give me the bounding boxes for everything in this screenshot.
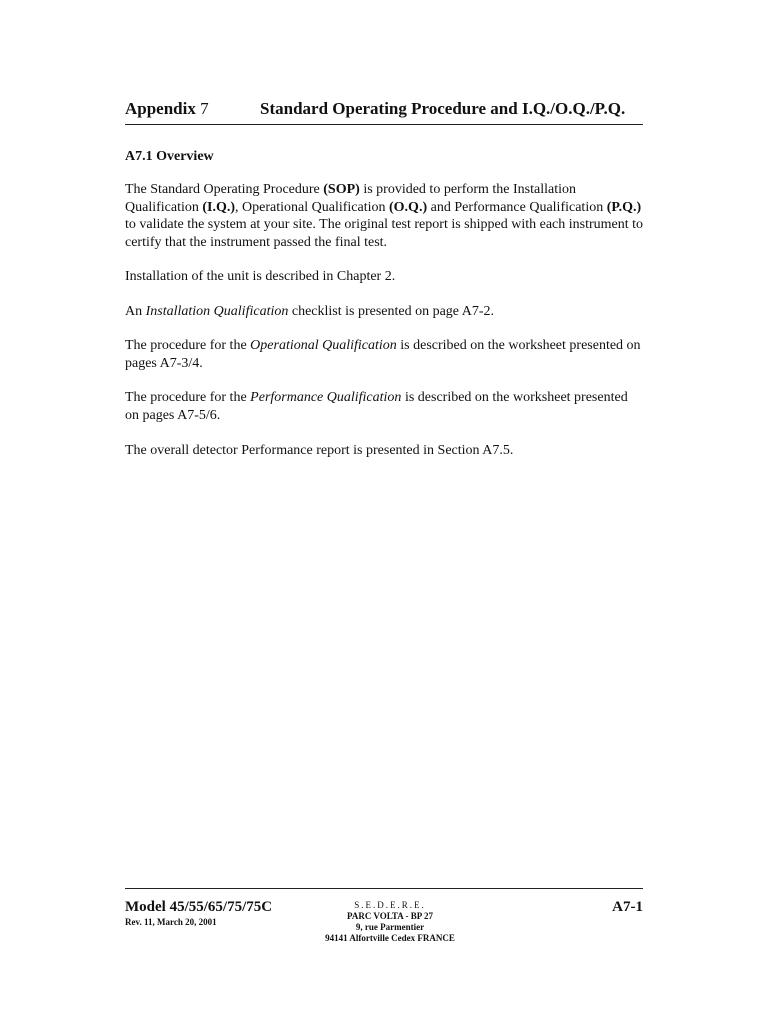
footer-company-name: S.E.D.E.R.E. [354, 900, 426, 910]
appendix-number: 7 [200, 99, 209, 118]
footer-company-address [285, 900, 495, 944]
footer-model: Model 45/55/65/75/75C [125, 899, 273, 915]
page-header [125, 98, 643, 125]
footer-revision: Rev. 11, March 20, 2001 [125, 917, 217, 927]
appendix-label: Appendix 7 [125, 99, 209, 118]
paragraph-performance-report: The overall detector Performance report is presented in Section A7.5. [125, 443, 514, 458]
paragraph-pq-procedure: The procedure for the Performance Qualification is described on the worksheet presented on pages A7-5/6. [125, 390, 628, 423]
footer-address-line1: PARC VOLTA - BP 27 [346, 911, 433, 921]
paragraph-oq-procedure: The procedure for the Operational Qualification is described on the worksheet presented on pages A7-3/4. [125, 338, 641, 371]
paragraph-iq-checklist: An Installation Qualification checklist is presented on page A7-2. [125, 304, 495, 319]
page-footer [125, 888, 643, 969]
section-title: A7.1 Overview [125, 149, 214, 164]
footer-address-line2: 9, rue Parmentier [355, 922, 425, 932]
header-title: Standard Operating Procedure and I.Q./O.Q./P.Q. [260, 99, 626, 118]
paragraph-sop-intro: The Standard Operating Procedure (SOP) is provided to perform the Installation Qualification (I.Q.), Operational Qualification (O.Q.) and Performance Qualification (P.Q.) to validate the system at your site. The original test report is shipped with each instrument to certify that the instrument passed the final test. [125, 182, 644, 250]
footer-page-number: A7-1 [612, 899, 643, 915]
footer-address-line3: 94141 Alfortville Cedex FRANCE [325, 933, 455, 943]
paragraph-installation: Installation of the unit is described in Chapter 2. [125, 269, 396, 284]
